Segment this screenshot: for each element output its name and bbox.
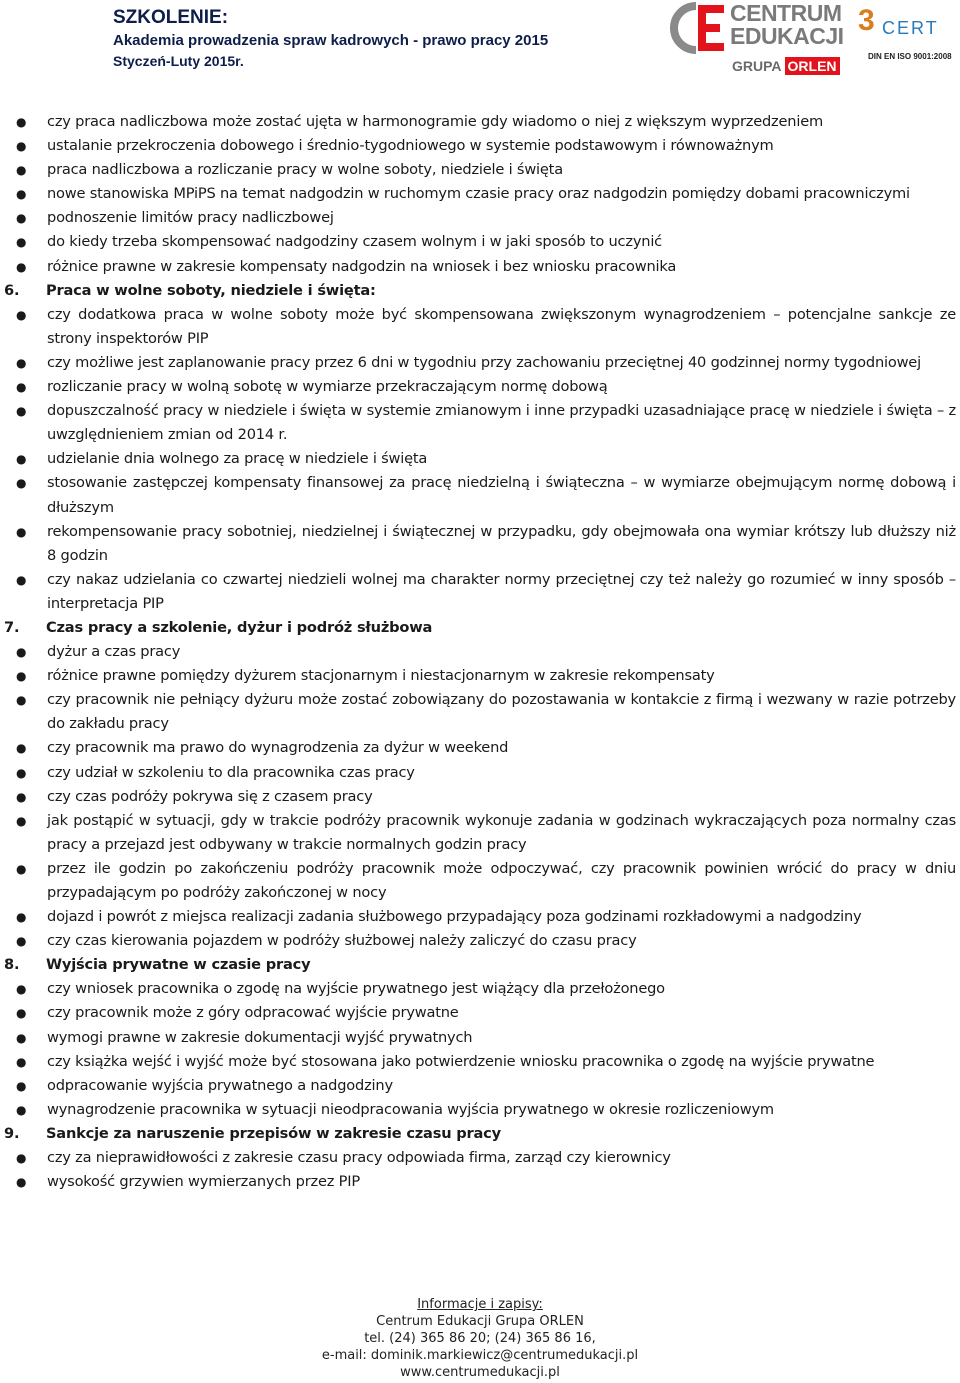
list-item: ● wysokość grzywien wymierzanych przez PIP [0,1170,960,1194]
footer-email-link[interactable]: e-mail: dominik.markiewicz@centrumedukacji.pl [321,1348,639,1363]
section-number: 8. [4,956,20,974]
ce-logo-text [730,2,844,48]
footer-phone: tel. (24) 365 86 20; (24) 365 86 16, [364,1331,596,1346]
list-item: ● czy dodatkowa praca w wolne soboty może być skompensowana zwiększonym wynagrodzeniem – potencjalne sankcje ze strony inspektorów PIP [0,303,960,351]
list-item: ● różnice prawne pomiędzy dyżurem stacjonarnym i niestacjonarnym w zakresie rekompensaty [0,664,960,688]
bullet-icon: ● [16,1078,27,1093]
training-header [113,6,548,72]
contact-footer [0,1296,960,1381]
page-header [0,0,960,90]
bullet-icon: ● [16,982,27,997]
footer-org: Centrum Edukacji Grupa ORLEN [376,1314,584,1329]
list-item: ● czy książka wejść i wyjść może być stosowana jako potwierdzenie wniosku pracownika o zgodę na wyjście prywatne [0,1050,960,1074]
section-list [0,303,960,616]
cert-number: 3 [858,4,875,37]
bullet-icon: ● [16,1151,27,1166]
bullet-icon: ● [16,813,27,828]
ce-logo-line2: EDUKACJI [730,23,844,49]
list-item: ● wynagrodzenie pracownika w sytuacji nieodpracowania wyjścia prywatnego w okresie rozliczeniowym [0,1098,960,1122]
bullet-icon: ● [16,1054,27,1069]
list-item: ● stosowanie zastępczej kompensaty finansowej za pracę niedzielną i świąteczna – w wymiarze obejmującym normę dobową i dłuższym [0,471,960,519]
centrum-edukacji-logo [670,2,855,78]
list-item: ● czy praca nadliczbowa może zostać ujęta w harmonogramie gdy wiadomo o niej z większym wyprzedzeniem [0,110,960,134]
section-heading [0,616,960,640]
section-list [0,640,960,953]
bullet-icon: ● [16,452,27,467]
bullet-icon: ● [16,765,27,780]
bullet-icon: ● [16,1102,27,1117]
list-item: ● czy możliwe jest zaplanowanie pracy przez 6 dni w tygodniu przy zachowaniu przeciętnej 40 godzinnej normy tygodniowej [0,351,960,375]
list-item: ● czy za nieprawidłowości z zakresie czasu pracy odpowiada firma, zarząd czy kierownicy [0,1146,960,1170]
footer-title: Informacje i zapisy: [417,1297,543,1312]
list-item: ● rekompensowanie pracy sobotniej, niedzielnej i świątecznej w przypadku, gdy obejmowała ona wymiar krótszy lub dłuższy niż 8 godzin [0,520,960,568]
list-item: ● dyżur a czas pracy [0,640,960,664]
list-item: ● udzielanie dnia wolnego za pracę w niedziele i święta [0,447,960,471]
grupa-text: GRUPA [732,58,782,74]
grupa-orlen-label [732,57,840,75]
section-number: 9. [4,1124,20,1142]
section-heading [0,1122,960,1146]
program-content [0,110,960,1194]
bullet-icon: ● [16,645,27,660]
bullet-icon: ● [16,476,27,491]
iso-label: DIN EN ISO 9001:2008 [868,52,952,61]
list-item: ● rozliczanie pracy w wolną sobotę w wymiarze przekraczającym normę dobową [0,375,960,399]
list-item: ● czy pracownik nie pełniący dyżuru może zostać zobowiązany do pozostawania w kontakcie z firmą i wezwany w razie potrzeby do zakładu pracy [0,688,960,736]
bullet-icon: ● [16,1030,27,1045]
bullet-icon: ● [16,1006,27,1021]
bullet-icon: ● [16,1175,27,1190]
bullet-icon: ● [16,163,27,178]
list-item: ● ustalanie przekroczenia dobowego i średnio-tygodniowego w systemie podstawowym i równoważnym [0,134,960,158]
list-item: ● odpracowanie wyjścia prywatnego a nadgodziny [0,1074,960,1098]
section-list [0,977,960,1122]
list-item: ● czy czas kierowania pojazdem w podróży służbowej należy zaliczyć do czasu pracy [0,929,960,953]
training-label: SZKOLENIE: [113,7,229,28]
bullet-icon: ● [16,115,27,129]
bullet-icon: ● [16,789,27,804]
section-heading [0,953,960,977]
section-title: Czas pracy a szkolenie, dyżur i podróż służbowa [46,618,433,636]
list-item: ● jak postąpić w sytuacji, gdy w trakcie podróży pracownik wykonuje zadania w godzinach wykraczających poza normalny czas pracy a przejazd jest odbywany w trakcie normalnych godzin pracy [0,809,960,857]
list-item: ● czy udział w szkoleniu to dla pracownika czas pracy [0,761,960,785]
list-item: ● czy nakaz udzielania co czwartej niedzieli wolnej ma charakter normy przeciętnej czy też należy go rozumieć w inny sposób – interpretacja PIP [0,568,960,616]
bullet-icon: ● [16,187,27,202]
bullet-icon: ● [16,355,27,370]
cert-word: CERT [882,18,939,38]
section-heading [0,279,960,303]
bullet-icon: ● [16,934,27,949]
bullet-icon: ● [16,693,27,708]
bullet-icon: ● [16,259,27,274]
ce-logo-mark-icon [670,2,726,54]
bullet-icon: ● [16,669,27,684]
list-item: ● różnice prawne w zakresie kompensaty nadgodzin na wniosek i bez wniosku pracownika [0,255,960,279]
bullet-icon: ● [16,741,27,756]
list-item: ● praca nadliczbowa a rozliczanie pracy w wolne soboty, niedziele i święta [0,158,960,182]
ce-logo-line1: CENTRUM [730,0,842,26]
list-item: ● czy wniosek pracownika o zgodę na wyjście prywatnego jest wiążący dla przełożonego [0,977,960,1001]
section-title: Praca w wolne soboty, niedziele i święta: [46,281,376,299]
bullet-icon: ● [16,211,27,226]
intro-list [0,110,960,279]
training-date: Styczeń-Luty 2015r. [113,53,244,69]
training-title: Akademia prowadzenia spraw kadrowych - prawo pracy 2015 [113,32,549,49]
bullet-icon: ● [16,139,27,154]
section-title: Wyjścia prywatne w czasie pracy [46,956,311,974]
list-item: ● podnoszenie limitów pracy nadliczbowej [0,206,960,230]
section-list [0,1146,960,1194]
section-title: Sankcje za naruszenie przepisów w zakresie czasu pracy [46,1124,501,1142]
list-item: ● czy pracownik może z góry odpracować wyjście prywatne [0,1001,960,1025]
list-item: ● do kiedy trzeba skompensować nadgodziny czasem wolnym i w jaki sposób to uczynić [0,230,960,254]
bullet-icon: ● [16,235,27,250]
section-number: 6. [4,281,20,299]
list-item: ● dopuszczalność pracy w niedziele i święta w systemie zmianowym i inne przypadki uzasadniające pracę w niedziele i święta – z uwzględnieniem zmian od 2014 r. [0,399,960,447]
bullet-icon: ● [16,861,27,876]
bullet-icon: ● [16,307,27,322]
footer-website-link[interactable]: www.centrumedukacji.pl [400,1365,560,1380]
list-item: ● przez ile godzin po zakończeniu podróży pracownik może odpoczywać, czy pracownik powinien wrócić do pracy w dniu przypadającym po podróży zakończonej w nocy [0,857,960,905]
bullet-icon: ● [16,404,27,419]
list-item: ● czy czas podróży pokrywa się z czasem pracy [0,785,960,809]
orlen-badge: ORLEN [785,57,840,75]
bullet-icon: ● [16,910,27,925]
list-item: ● nowe stanowiska MPiPS na temat nadgodzin w ruchomym czasie pracy oraz nadgodzin pomiędzy dobami pracowniczymi [0,182,960,206]
list-item: ● czy pracownik ma prawo do wynagrodzenia za dyżur w weekend [0,736,960,760]
bullet-icon: ● [16,380,27,395]
section-number: 7. [4,618,20,636]
bullet-icon: ● [16,572,27,587]
list-item: ● wymogi prawne w zakresie dokumentacji wyjść prywatnych [0,1026,960,1050]
list-item: ● dojazd i powrót z miejsca realizacji zadania służbowego przypadający poza godzinami rozkładowymi a nadgodziny [0,905,960,929]
bullet-icon: ● [16,524,27,539]
3cert-logo [858,4,958,66]
